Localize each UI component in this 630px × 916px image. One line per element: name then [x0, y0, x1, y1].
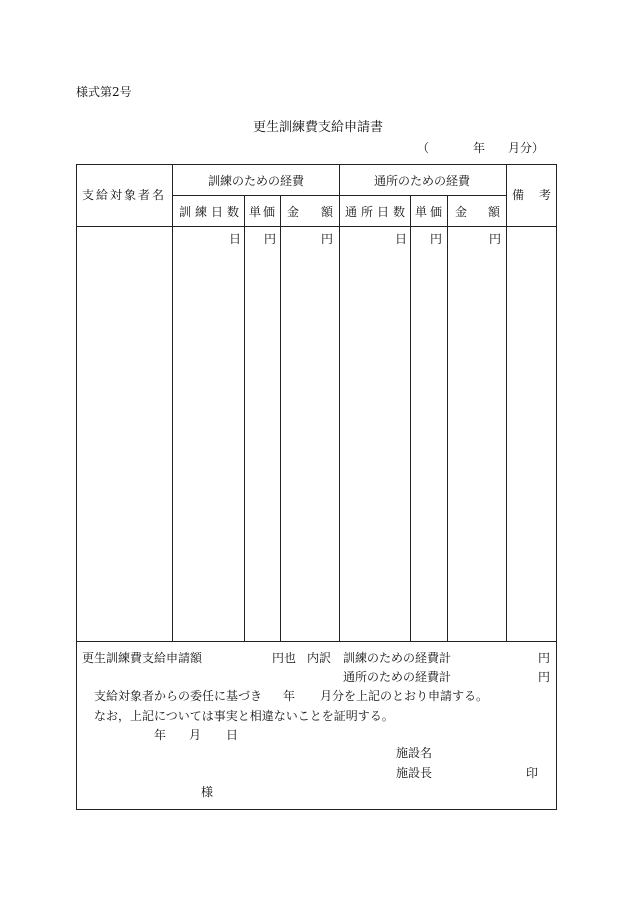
date-year: 年 — [154, 728, 167, 742]
facility-head-label: 施設長 — [396, 766, 433, 780]
header-training-expenses: 訓練のための経費 — [208, 174, 305, 188]
period-month-unit: 月分） — [508, 141, 545, 155]
request-amount-label: 更生訓練費支給申請額 — [82, 651, 203, 665]
unit-yen-training-amount: 円 — [321, 232, 334, 246]
period-open-paren: （ — [417, 141, 430, 155]
unit-day-training: 日 — [229, 232, 242, 246]
statement-delegation: 支給対象者からの委任に基づき — [94, 689, 263, 703]
unit-yen-training-price: 円 — [264, 232, 277, 246]
breakdown-label: 内訳 — [307, 651, 332, 665]
unit-yen-commute-price: 円 — [430, 232, 443, 246]
statement-year: 年 — [283, 689, 296, 703]
period-year-unit: 年 — [473, 141, 486, 155]
training-total-label: 訓練のための経費計 — [343, 651, 452, 665]
unit-day-commute: 日 — [395, 232, 408, 246]
document-title: 更生訓練費支給申請書 — [253, 120, 384, 135]
date-month: 月 — [189, 728, 202, 742]
header-commute-expenses: 通所のための経費 — [374, 174, 471, 188]
statement-month-request: 月分を上記のとおり申請する。 — [320, 689, 489, 703]
commute-total-yen: 円 — [538, 670, 551, 684]
training-total-yen: 円 — [538, 651, 551, 665]
date-day: 日 — [226, 728, 239, 742]
facility-name-label: 施設名 — [396, 746, 433, 760]
addressee-suffix: 様 — [201, 785, 214, 799]
yen-also: 円也 — [272, 651, 297, 665]
commute-total-label: 通所のための経費計 — [343, 670, 452, 684]
seal-mark: 印 — [526, 766, 539, 780]
form-number: 様式第2号 — [76, 85, 132, 99]
unit-yen-commute-amount: 円 — [489, 232, 502, 246]
statement-certification: なお，上記については事実と相違ないことを証明する。 — [94, 709, 394, 723]
